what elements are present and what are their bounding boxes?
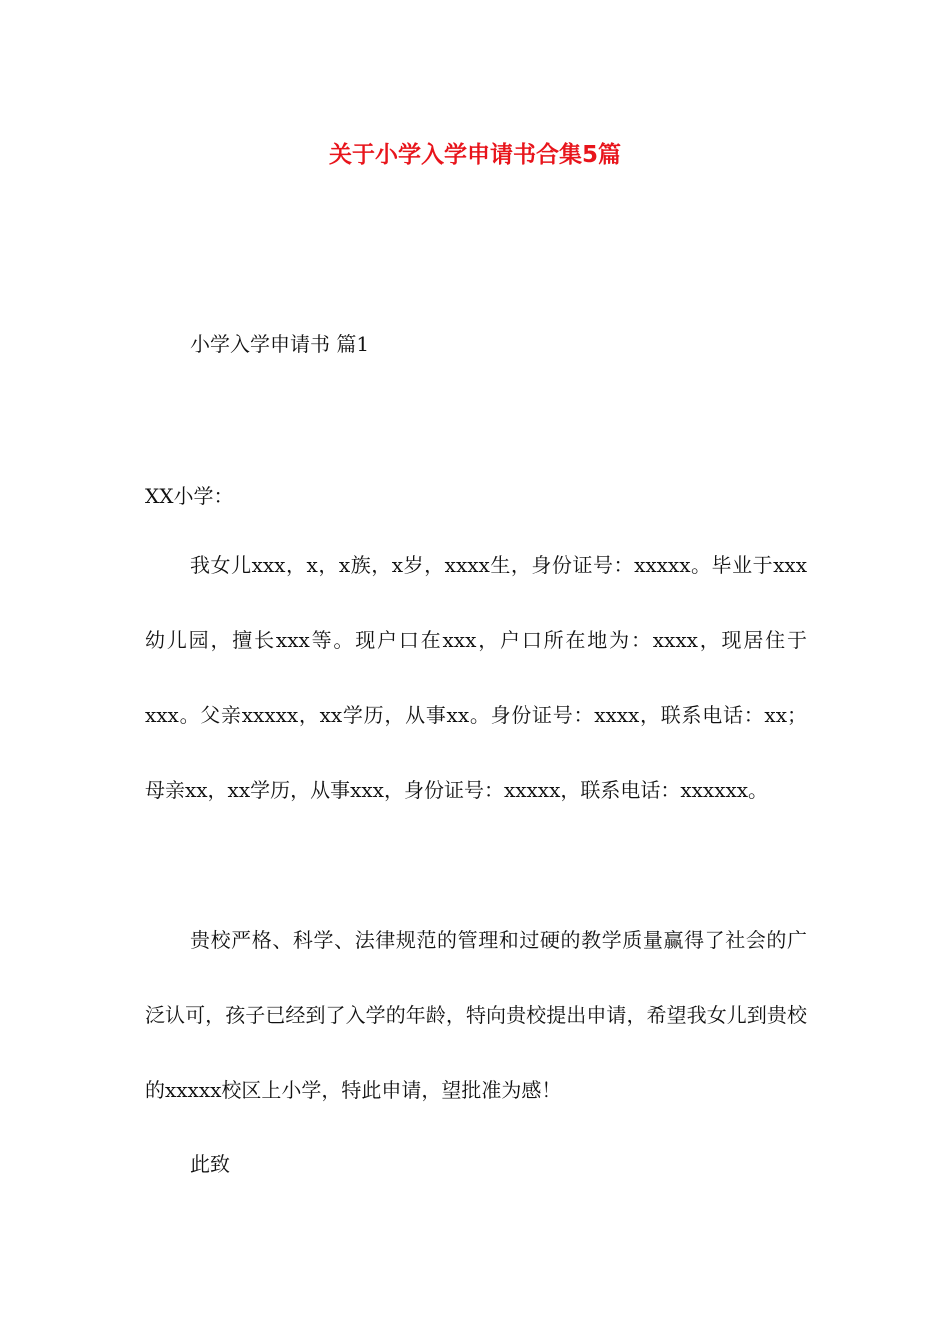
body-paragraph: 贵校严格、科学、法律规范的管理和过硬的教学质量赢得了社会的广泛认可，孩子已经到了入学的年龄，特向贵校提出申请，希望我女儿到贵校的xxxxx校区上小学，特此申请，望批准为感！ [145, 928, 807, 1102]
document-title: 关于小学入学申请书合集5篇 [328, 142, 621, 168]
salutation: XX小学： [145, 484, 234, 508]
section-heading: 小学入学申请书 篇1 [190, 332, 370, 356]
closing-text: 此致 [190, 1152, 230, 1176]
body-paragraph: 我女儿xxx，x，x族，x岁，xxxx生，身份证号：xxxxx。毕业于xxx幼儿园，擅长xxx等。现户口在xxx，户口所在地为：xxxx，现居住于xxx。父亲xxxxx，xx学历，从事xx。身份证号：xxxx，联系电话：xx；母亲xx，xx学历，从事xxx，身份证号：xxxxx，联系电话：xxxxxx。 [145, 553, 807, 802]
